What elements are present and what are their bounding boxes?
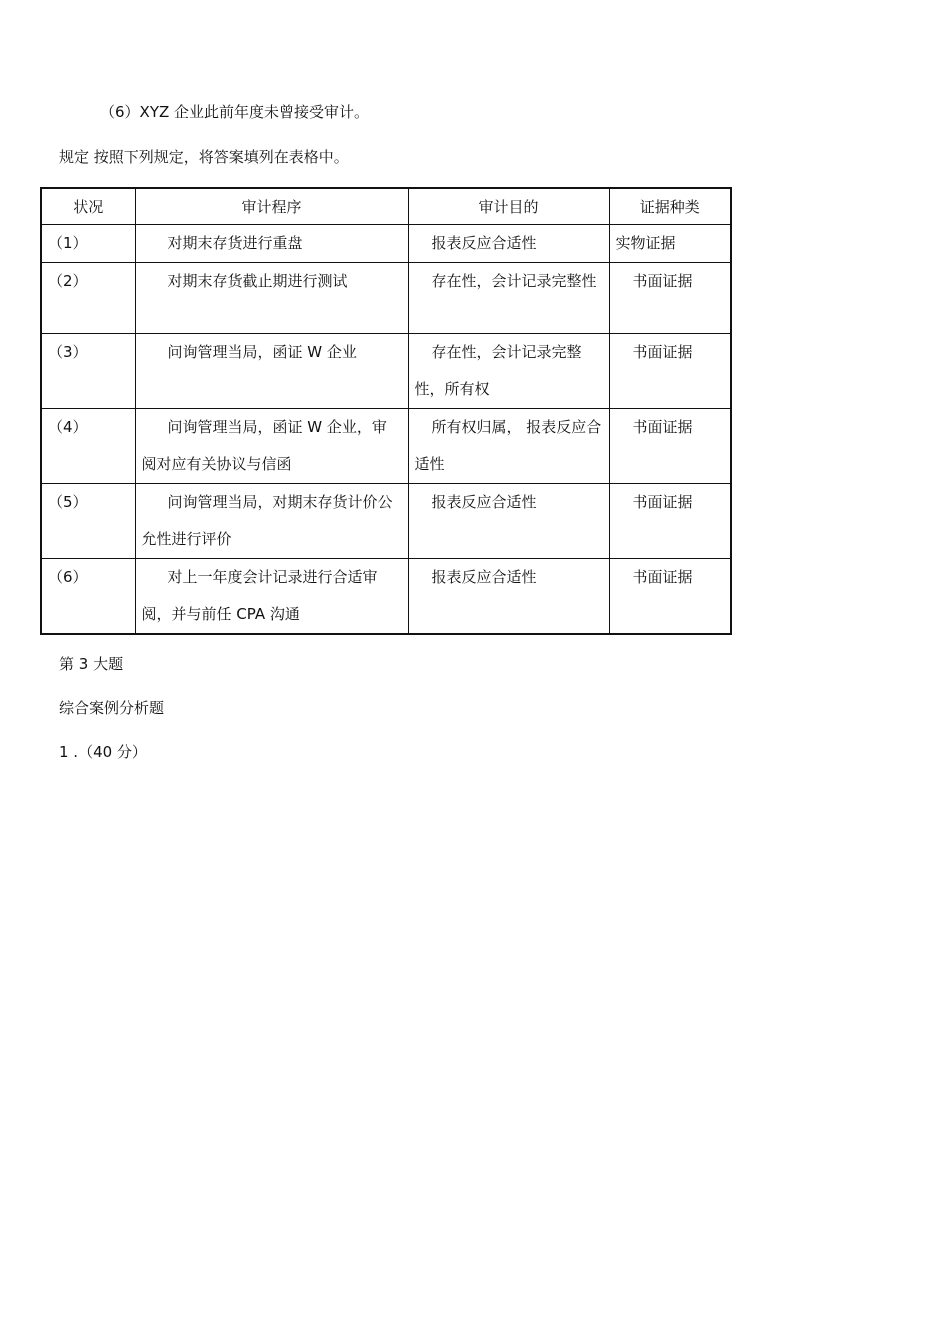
table-header-row: [41, 188, 731, 225]
question-number: 1 .（40 分）: [59, 743, 147, 761]
case-cell: （3）: [41, 334, 135, 409]
evidence-cell: 实物证据: [609, 225, 731, 263]
requirement-text: 规定 按照下列规定，将答案填列在表格中。: [59, 148, 349, 166]
evidence-cell: 书面证据: [609, 263, 731, 334]
case-cell: （1）: [41, 225, 135, 263]
procedure-cell: 对上一年度会计记录进行合适审阅，并与前任 CPA 沟通: [135, 559, 408, 635]
case-cell: （6）: [41, 559, 135, 635]
header-case: 状况: [41, 188, 135, 225]
objective-cell: 报表反应合适性: [408, 225, 609, 263]
table-row: [41, 263, 731, 334]
objective-cell: 报表反应合适性: [408, 484, 609, 559]
objective-cell: 报表反应合适性: [408, 559, 609, 635]
procedure-cell: 对期末存货进行重盘: [135, 225, 408, 263]
evidence-cell: 书面证据: [609, 484, 731, 559]
section-heading: 第 3 大题: [59, 655, 124, 673]
header-evidence: 证据种类: [609, 188, 731, 225]
header-objective: 审计目的: [408, 188, 609, 225]
objective-cell: 存在性，会计记录完整性: [408, 263, 609, 334]
section-type: 综合案例分析题: [59, 699, 165, 717]
objective-cell: 所有权归属， 报表反应合适性: [408, 409, 609, 484]
objective-cell: 存在性，会计记录完整性，所有权: [408, 334, 609, 409]
case-cell: （5）: [41, 484, 135, 559]
evidence-cell: 书面证据: [609, 559, 731, 635]
case-cell: （4）: [41, 409, 135, 484]
case-cell: （2）: [41, 263, 135, 334]
table-row: [41, 334, 731, 409]
procedure-cell: 问询管理当局，函证 W 企业，审阅对应有关协议与信函: [135, 409, 408, 484]
procedure-cell: 问询管理当局，对期末存货计价公允性进行评价: [135, 484, 408, 559]
table-row: [41, 559, 731, 635]
answer-table: [40, 187, 732, 635]
table-row: [41, 409, 731, 484]
procedure-cell: 对期末存货截止期进行测试: [135, 263, 408, 334]
evidence-cell: 书面证据: [609, 334, 731, 409]
evidence-cell: 书面证据: [609, 409, 731, 484]
procedure-cell: 问询管理当局，函证 W 企业: [135, 334, 408, 409]
table-row: [41, 484, 731, 559]
header-procedure: 审计程序: [135, 188, 408, 225]
table-row: [41, 225, 731, 263]
intro-text: （6）XYZ 企业此前年度未曾接受审计。: [100, 103, 370, 121]
